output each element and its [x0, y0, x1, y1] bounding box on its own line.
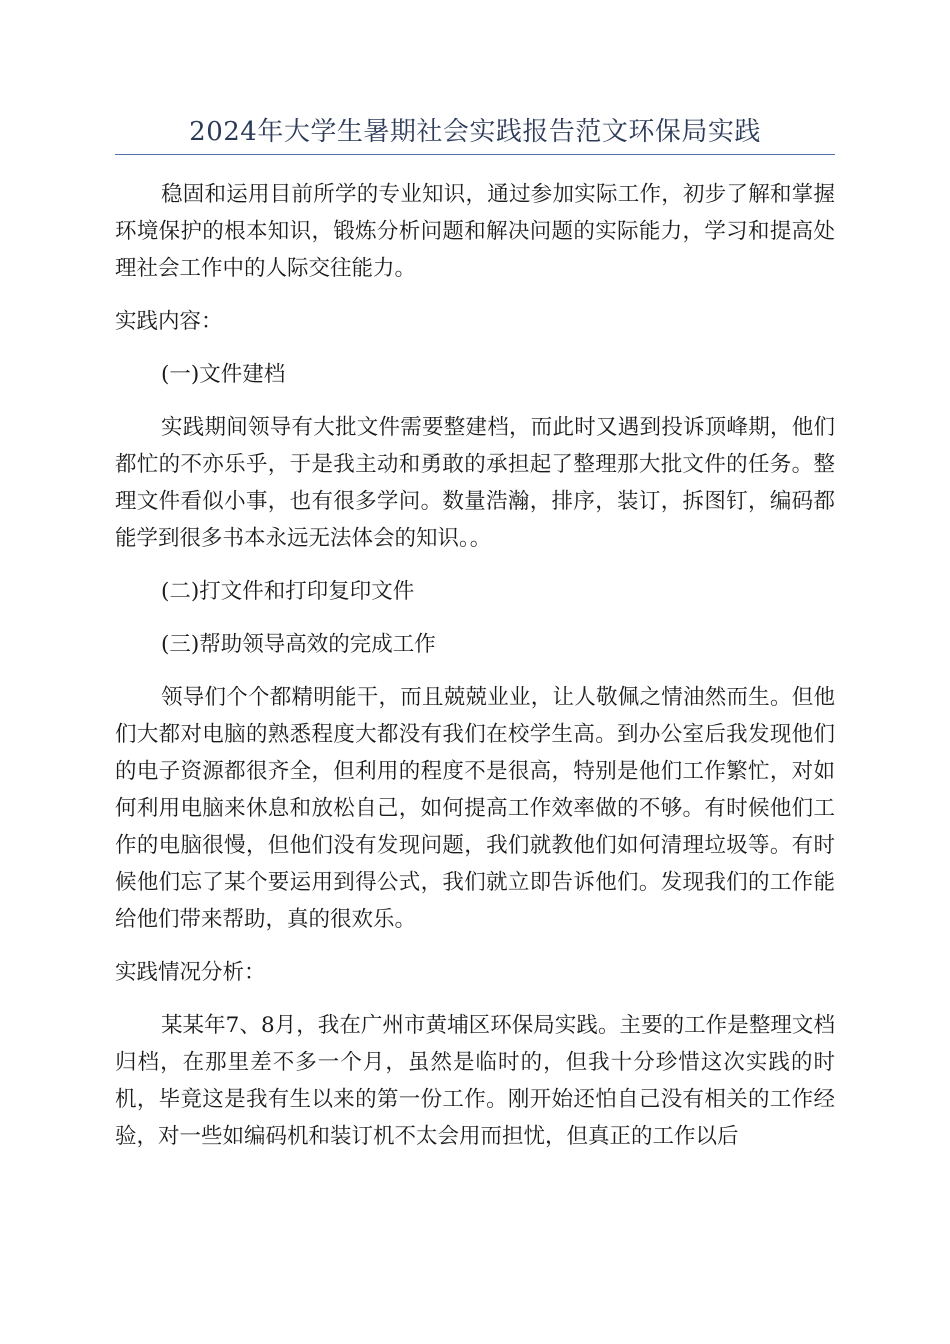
- paragraph-analysis: 某某年7、8月，我在广州市黄埔区环保局实践。主要的工作是整理文档归档，在那里差不多一个月，虽然是临时的，但我十分珍惜这次实践的时机，毕竟这是我有生以来的第一份工作。刚开始还怕自己没有相关的工作经验，对一些如编码机和装订机不太会用而担忧，但真正的工作以后: [115, 1013, 835, 1149]
- paragraph-assisting: 领导们个个都精明能干，而且兢兢业业，让人敬佩之情油然而生。但他们大都对电脑的熟悉程度大都没有我们在校学生高。到办公室后我发现他们的电子资源都很齐全，但利用的程度不是很高，特别是他们工作繁忙，对如何利用电脑来休息和放松自己，如何提高工作效率做的不够。有时候他们工作的电脑很慢，但他们没有发现问题，我们就教他们如何清理垃圾等。有时候他们忘了某个要运用到得公式，我们就立即告诉他们。发现我们的工作能给他们带来帮助，真的很欢乐。: [115, 685, 835, 932]
- title-underline: [115, 154, 835, 155]
- subheading-printing: (二)打文件和打印复印文件: [161, 579, 415, 604]
- subheading-filing: (一)文件建档: [161, 362, 286, 387]
- section-heading-content: 实践内容：: [115, 309, 223, 334]
- subheading-assisting: (三)帮助领导高效的完成工作: [161, 632, 436, 657]
- document-title: 2024年大学生暑期社会实践报告范文环保局实践: [189, 117, 761, 147]
- paragraph-objective: 稳固和运用目前所学的专业知识，通过参加实际工作，初步了解和掌握环境保护的根本知识，锻炼分析问题和解决问题的实际能力，学习和提高处理社会工作中的人际交往能力。: [115, 182, 835, 281]
- paragraph-filing: 实践期间领导有大批文件需要整建档，而此时又遇到投诉顶峰期，他们都忙的不亦乐乎，于是我主动和勇敢的承担起了整理那大批文件的任务。整理文件看似小事，也有很多学问。数量浩瀚，排序，装订，拆图钉，编码都能学到很多书本永远无法体会的知识。。: [115, 415, 835, 551]
- section-heading-analysis: 实践情况分析：: [115, 960, 266, 985]
- document-body: [115, 176, 835, 1155]
